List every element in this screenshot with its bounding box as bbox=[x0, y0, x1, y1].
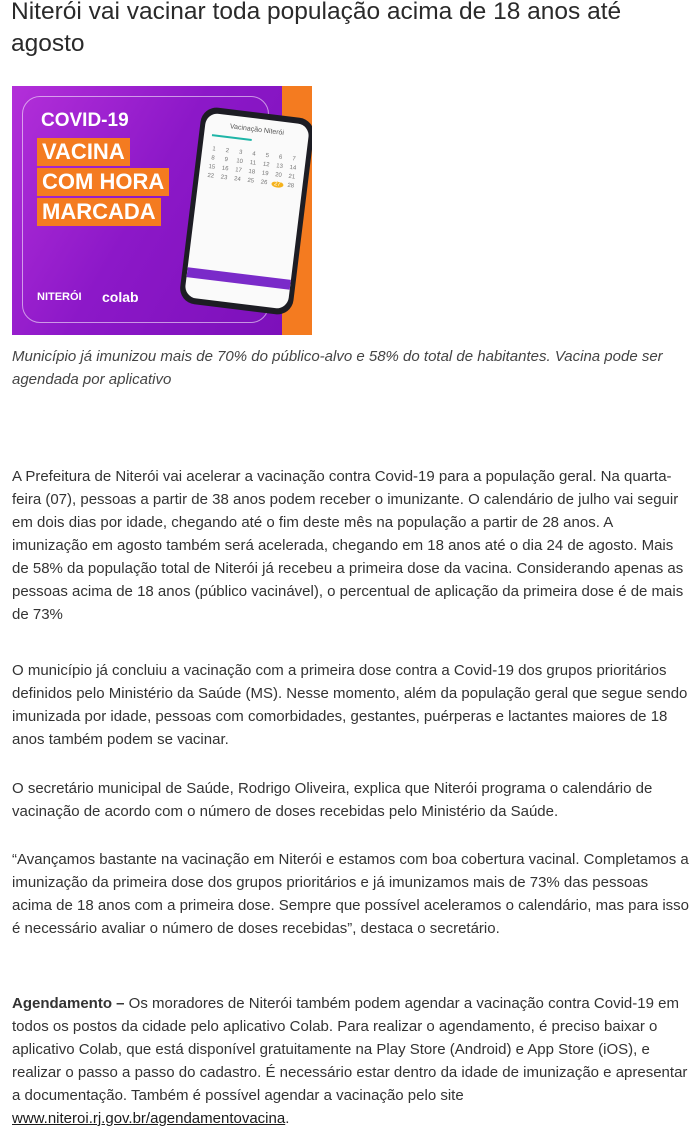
image-block-vacina: VACINA bbox=[37, 138, 130, 166]
calendar-day: 1 bbox=[211, 146, 216, 153]
article-headline: Niterói vai vacinar toda população acima de 18 anos até agosto bbox=[11, 0, 622, 57]
calendar-day: 7 bbox=[291, 156, 296, 163]
agendamento-lead: Agendamento – bbox=[12, 995, 125, 1012]
app-button-bar bbox=[186, 267, 290, 290]
calendar-day: 6 bbox=[278, 154, 283, 161]
paragraph-3: O secretário municipal de Saúde, Rodrigo Oliveira, explica que Niterói programa o calendário de vacinação de acordo com o número de doses recebidas pelo Ministério da Saúde. bbox=[12, 780, 653, 820]
niteroi-logo: NITERÓI bbox=[37, 291, 82, 303]
article-hero-image bbox=[12, 86, 312, 335]
paragraph-agendamento bbox=[12, 992, 692, 1130]
calendar-grid bbox=[198, 141, 306, 194]
calendar-day: 8 bbox=[210, 155, 215, 162]
calendar-day: 17 bbox=[234, 167, 243, 175]
image-caption: Município já imunizou mais de 70% do público-alvo e 58% do total de habitantes. Vacina pode ser agendada por aplicativo bbox=[12, 348, 663, 388]
calendar-day: 14 bbox=[289, 164, 297, 172]
calendar-day: 21 bbox=[288, 173, 296, 181]
calendar-day: 16 bbox=[221, 165, 229, 173]
calendar-day: 2 bbox=[225, 147, 230, 155]
calendar-day: 25 bbox=[246, 177, 255, 185]
calendar-day: 13 bbox=[275, 163, 284, 171]
calendar-day: 27 bbox=[271, 181, 283, 188]
calendar-day: 9 bbox=[224, 156, 229, 164]
paragraph-quote: “Avançamos bastante na vacinação em Niterói e estamos com boa cobertura vacinal. Completamos a imunização da primeira dose dos grupos prioritários e já imunizamos mais de 73% das pessoas acima de 18 anos com a primeira dose. Sempre que possível aceleramos o calendário, mas para isso é necessário avaliar o número de doses recebidas”, destaca o secretário. bbox=[12, 851, 690, 937]
agendamento-text: Os moradores de Niterói também podem agendar a vacinação contra Covid-19 em todos os postos da cidade pelo aplicativo Colab. Para realizar o agendamento, é preciso baixar o aplicativo Colab, que está disponível gratuitamente na Play Store (Android) e App Store (iOS), e realizar o passo a passo do cadastro. É necessário estar dentro da idade de imunização e apresentar a documentação. Também é possível agendar a vacinação pelo site bbox=[12, 995, 688, 1104]
colab-logo: colab bbox=[102, 289, 139, 305]
calendar-day: 18 bbox=[248, 168, 256, 176]
calendar-day: 4 bbox=[251, 151, 256, 158]
calendar-day: 12 bbox=[262, 161, 270, 169]
image-title-covid: COVID-19 bbox=[41, 110, 129, 131]
calendar-day: 22 bbox=[206, 172, 215, 180]
calendar-day: 19 bbox=[261, 170, 269, 178]
calendar-day: 20 bbox=[274, 172, 283, 179]
image-block-marcada: MARCADA bbox=[37, 198, 161, 226]
paragraph-1: A Prefeitura de Niterói vai acelerar a vacinação contra Covid-19 para a população geral. Na quarta-feira (07), pessoas a partir de 38 anos podem receber o imunizante. O calendário de julho vai seguir em dois dias por idade, chegando até o fim deste mês na população a partir de 28 anos. A imunização em agosto também será acelerada, chegando em 18 anos até o dia 24 de agosto. Mais de 58% da população total de Niterói já recebeu a primeira dose da vacina. Considerando apenas as pessoas acima de 18 anos (público vacinável), o percentual de aplicação da primeira dose é de mais de 73% bbox=[12, 468, 684, 623]
paragraph-2: O município já concluiu a vacinação com a primeira dose contra a Covid-19 dos grupos prioritários definidos pelo Ministério da Saúde (MS). Nesse momento, além da população geral que segue sendo imunizada por idade, pessoas com comorbidades, gestantes, puérperas e lactantes maiores de 18 anos também podem se vacinar. bbox=[12, 662, 688, 748]
app-progress-bar bbox=[212, 134, 252, 141]
calendar-day: 5 bbox=[265, 152, 270, 160]
calendar-day: 15 bbox=[208, 163, 216, 171]
calendar-day: 10 bbox=[235, 158, 244, 166]
calendar-day: 24 bbox=[233, 176, 242, 183]
phone-illustration bbox=[178, 106, 312, 316]
calendar-day: 28 bbox=[286, 182, 295, 190]
phone-screen bbox=[184, 112, 310, 309]
calendar-day: 23 bbox=[220, 174, 228, 182]
agendamento-link[interactable]: www.niteroi.rj.gov.br/agendamentovacina bbox=[12, 1110, 286, 1127]
calendar-day: 3 bbox=[238, 149, 243, 156]
agendamento-end: . bbox=[285, 1110, 290, 1127]
calendar-day: 11 bbox=[249, 159, 257, 167]
app-title: Vacinação Niterói bbox=[229, 123, 285, 137]
image-block-com-hora: COM HORA bbox=[37, 168, 169, 196]
calendar-day: 26 bbox=[260, 179, 268, 187]
